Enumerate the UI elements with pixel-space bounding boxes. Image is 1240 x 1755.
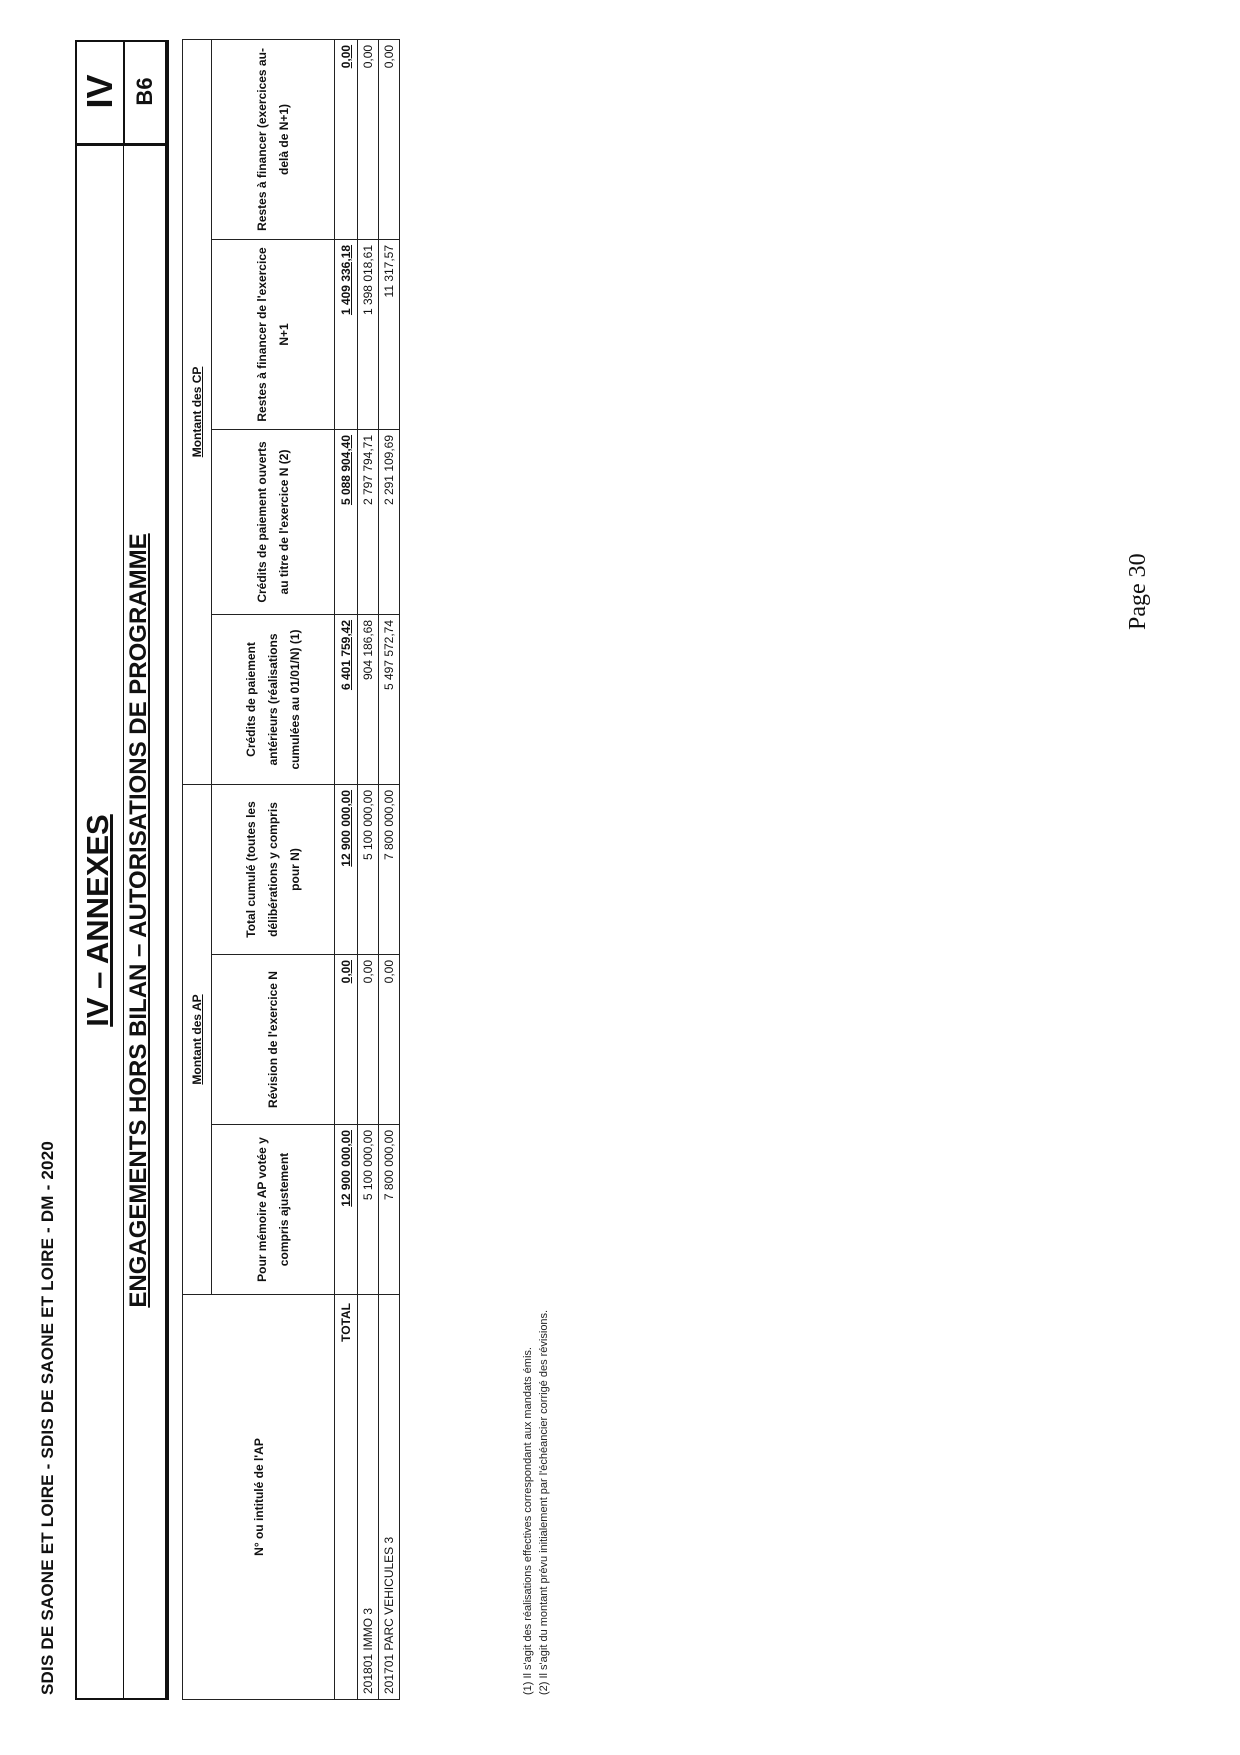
cell-total-cumule: 5 100 000,00 — [358, 784, 379, 954]
col-header-raf-au-dela: Restes à financer (exercices au-delà de N+1) — [212, 39, 335, 239]
cell-cp-ouverts: 2 797 794,71 — [358, 429, 379, 614]
total-cp-anterieurs: 6 401 759,42 — [335, 614, 358, 784]
row-label: 201801 IMMO 3 — [358, 1295, 379, 1700]
footnote-1: (1) Il s'agit des réalisations effectives correspondant aux mandats émis. — [522, 1347, 534, 1695]
total-cp-ouverts: 5 088 904,40 — [335, 429, 358, 614]
total-label: TOTAL — [335, 1295, 358, 1700]
total-row — [335, 39, 358, 1699]
title-box — [75, 40, 169, 1700]
cell-cp-anterieurs: 904 186,68 — [358, 614, 379, 784]
col-header-cp-anterieurs: Crédits de paiement antérieurs (réalisations cumulées au 01/01/N) (1) — [212, 614, 335, 784]
cell-revision: 0,00 — [358, 955, 379, 1125]
document-header: SDIS DE SAONE ET LOIRE - SDIS DE SAONE ET LOIRE - DM - 2020 — [38, 1141, 57, 1695]
cell-ap-votee: 7 800 000,00 — [379, 1125, 400, 1295]
cell-raf-n1: 1 398 018,61 — [358, 239, 379, 429]
row-label: 201701 PARC VEHICULES 3 — [379, 1295, 400, 1700]
total-raf-n1: 1 409 336,18 — [335, 239, 358, 429]
col-header-ap-votee: Pour mémoire AP votée y compris ajustement — [212, 1125, 335, 1295]
section-subtitle: ENGAGEMENTS HORS BILAN – AUTORISATIONS DE PROGRAMME — [125, 533, 152, 1308]
section-title: IV – ANNEXES — [80, 814, 115, 1027]
col-header-revision: Révision de l'exercice N — [212, 955, 335, 1125]
total-raf-au-dela: 0,00 — [335, 39, 358, 239]
cell-cp-ouverts: 2 291 109,69 — [379, 429, 400, 614]
group-header-ap: Montant des AP — [183, 784, 212, 1294]
cell-cp-anterieurs: 5 497 572,74 — [379, 614, 400, 784]
table-row — [379, 39, 400, 1699]
col-header-intitule: N° ou intitulé de l'AP — [183, 1295, 335, 1700]
total-ap-votee: 12 900 000,00 — [335, 1125, 358, 1295]
total-revision: 0,00 — [335, 955, 358, 1125]
cell-ap-votee: 5 100 000,00 — [358, 1125, 379, 1295]
col-header-raf-n1: Restes à financer de l'exercice N+1 — [212, 239, 335, 429]
annex-code: IV — [79, 74, 120, 109]
annex-subcode: B6 — [132, 77, 157, 106]
table-row — [358, 39, 379, 1699]
col-header-total-cumule: Total cumulé (toutes les délibérations y compris pour N) — [212, 784, 335, 954]
cell-revision: 0,00 — [379, 955, 400, 1125]
cell-total-cumule: 7 800 000,00 — [379, 784, 400, 954]
footnote-2: (2) Il s'agit du montant prévu initialement par l'échéancier corrigé des révisions. — [538, 1309, 550, 1695]
page-number: Page 30 — [1125, 553, 1151, 630]
group-header-cp: Montant des CP — [183, 39, 212, 784]
cell-raf-au-dela: 0,00 — [358, 39, 379, 239]
footnotes — [520, 1310, 552, 1695]
col-header-cp-ouverts: Crédits de paiement ouverts au titre de l'exercice N (2) — [212, 429, 335, 614]
total-total-cumule: 12 900 000,00 — [335, 784, 358, 954]
cell-raf-n1: 11 317,57 — [379, 239, 400, 429]
ap-table — [182, 39, 400, 1700]
cell-raf-au-dela: 0,00 — [379, 39, 400, 239]
title-divider — [123, 143, 124, 1698]
title-code-separator — [77, 143, 165, 146]
